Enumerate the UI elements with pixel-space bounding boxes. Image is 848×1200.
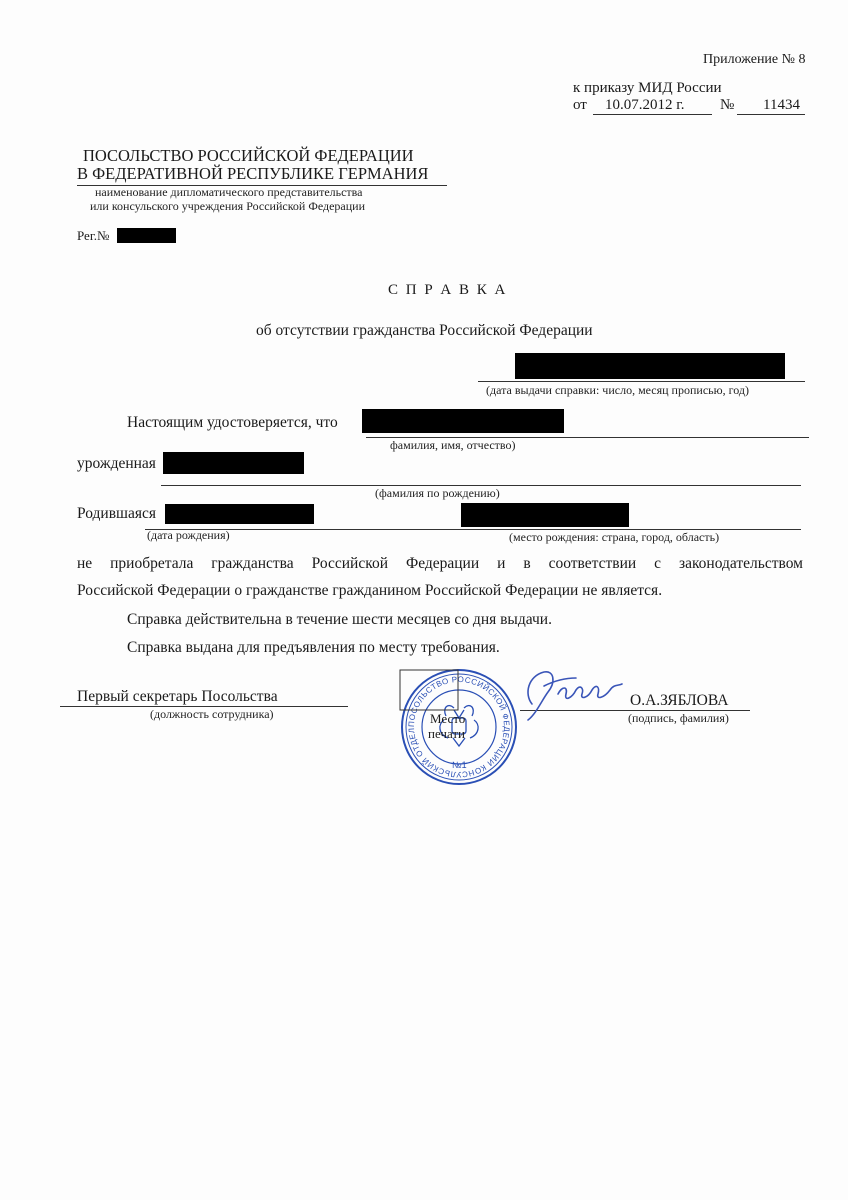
org-caption-line2: или консульского учреждения Российской Федерации (90, 199, 366, 213)
born-as-label: урожденная (77, 455, 156, 472)
position-caption: (должность сотрудника) (150, 707, 274, 721)
reg-number-redacted (117, 228, 176, 243)
issue-date-underline (478, 381, 805, 382)
order-date: 10.07.2012 г. (605, 97, 685, 113)
birth-date-redacted (165, 504, 314, 524)
purpose-text: Справка выдана для предъявления по месту требования. (127, 639, 500, 656)
stamp-number: №1 (452, 760, 467, 770)
stamp-place-line2: печати (428, 726, 466, 741)
order-number-prefix: № (720, 97, 735, 113)
stamp-ring-text: ПОСОЛЬСТВО РОССИЙСКОЙ ФЕДЕРАЦИИ КОНСУЛЬСКИЙ ОТДЕЛ (406, 674, 512, 780)
officer-position: Первый секретарь Посольства (77, 688, 278, 705)
birth-name-redacted (163, 452, 304, 474)
appendix-label: Приложение № 8 (703, 52, 806, 67)
born-label: Родившаяся (77, 505, 156, 522)
officer-name: О.А.ЗЯБЛОВА (630, 692, 729, 709)
certify-text: Настоящим удостоверяется, что (127, 414, 338, 431)
order-date-prefix: от (573, 97, 587, 113)
signature-caption: (подпись, фамилия) (628, 711, 729, 725)
org-name-line2: В ФЕДЕРАТИВНОЙ РЕСПУБЛИКЕ ГЕРМАНИЯ (77, 164, 429, 183)
order-date-underline (593, 114, 712, 115)
body-paragraph-line2: Российской Федерации о гражданстве гражданином Российской Федерации не является. (77, 582, 663, 599)
birth-place-redacted (461, 503, 629, 527)
order-number: 11434 (763, 97, 800, 113)
birth-name-caption: (фамилия по рождению) (375, 486, 500, 500)
order-number-underline (737, 114, 805, 115)
full-name-caption: фамилия, имя, отчество) (390, 438, 516, 452)
handwritten-signature (518, 664, 628, 724)
full-name-redacted (362, 409, 564, 433)
issue-date-redacted (515, 353, 785, 379)
official-stamp (398, 668, 520, 786)
org-name-line1: ПОСОЛЬСТВО РОССИЙСКОЙ ФЕДЕРАЦИИ (83, 146, 414, 165)
stamp-place-line1: Место (430, 711, 466, 726)
birth-place-caption: (место рождения: страна, город, область) (509, 530, 720, 544)
body-paragraph-line1: не приобретала гражданства Российской Федерации и в соответствии с законодательством (77, 555, 803, 572)
issue-date-caption: (дата выдачи справки: число, месяц прописью, год) (486, 383, 749, 397)
birth-date-caption: (дата рождения) (147, 528, 230, 542)
reg-label: Рег.№ (77, 228, 110, 243)
org-caption-line1: наименование дипломатического представительства (95, 185, 363, 199)
document-title: С П Р А В К А (388, 282, 508, 298)
order-reference: к приказу МИД России (573, 80, 722, 96)
document-subtitle: об отсутствии гражданства Российской Федерации (256, 322, 593, 339)
validity-text: Справка действительна в течение шести месяцев со дня выдачи. (127, 611, 552, 628)
